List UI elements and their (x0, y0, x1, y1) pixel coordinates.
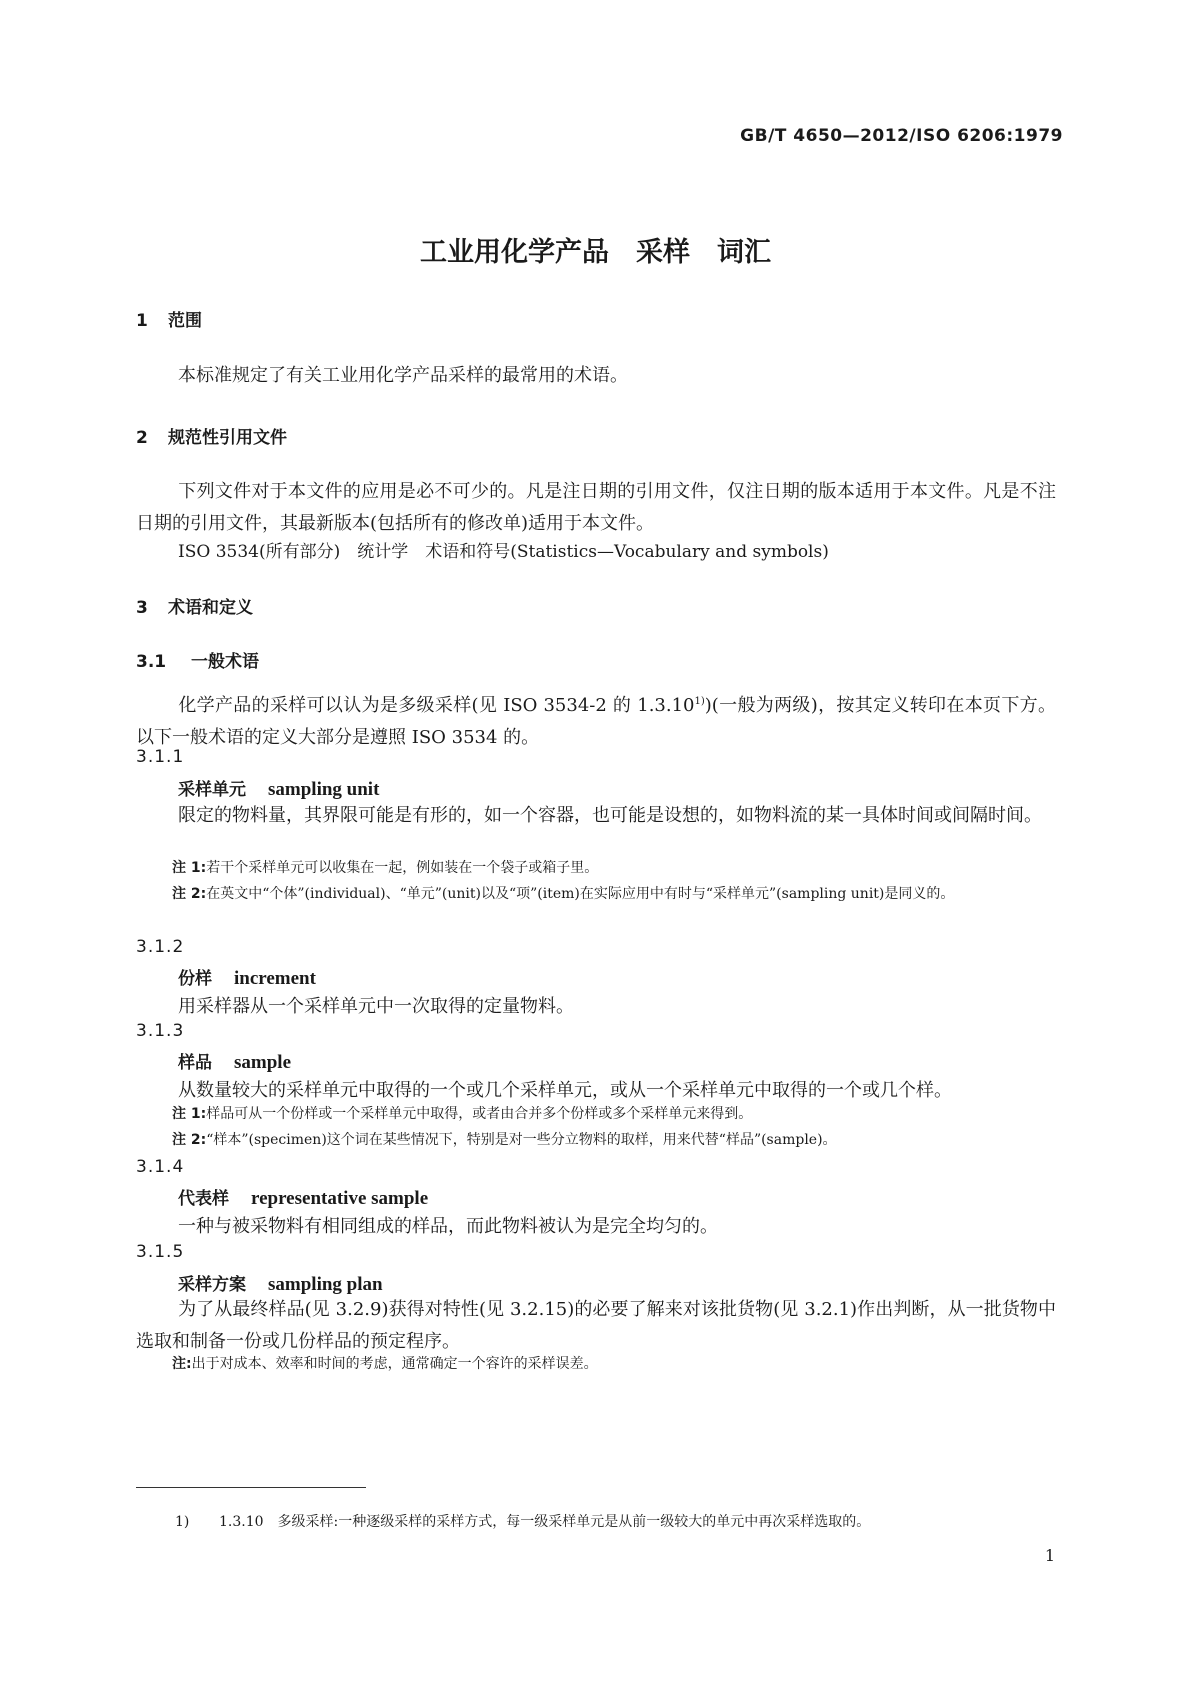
paragraph-text: )(一般为两级)，按其定义转印在本页下方。以下一般术语的定义大部分是遵照 ISO 3534 的。 (136, 695, 1056, 748)
term-number: 3.1.2 (136, 937, 185, 957)
note-label: 注 1: (172, 1106, 207, 1122)
definition-text: 限定的物料量，其界限可能是有形的，如一个容器，也可能是设想的，如物料流的某一具体时间或间隔时间。 (178, 805, 1042, 826)
term-en: sample (234, 1052, 291, 1073)
section-title: 范围 (168, 311, 202, 331)
paragraph-text: 化学产品的采样可以认为是多级采样(见 ISO 3534-2 的 1.3.10 (178, 695, 695, 716)
section-title: 术语和定义 (168, 598, 253, 618)
term-heading (178, 1048, 291, 1074)
term-definition: 一种与被采物料有相同组成的样品，而此物料被认为是完全均匀的。 (178, 1216, 718, 1237)
term-definition (136, 1294, 1056, 1358)
section-number: 1 (136, 311, 148, 331)
footnote-text: 1.3.10 多级采样:一种逐级采样的采样方式，每一级采样单元是从前一级较大的单元中再次采样选取的。 (219, 1514, 871, 1530)
footnote (175, 1511, 870, 1531)
paragraph-text: 本标准规定了有关工业用化学产品采样的最常用的术语。 (178, 365, 628, 386)
section-3-1-intro (136, 686, 1056, 754)
section-title: 规范性引用文件 (168, 428, 287, 448)
paragraph-text: 下列文件对于本文件的应用是必不可少的。凡是注日期的引用文件，仅注日期的版本适用于本文件。凡是不注日期的引用文件，其最新版本(包括所有的修改单)适用于本文件。 (136, 481, 1056, 534)
term-zh: 代表样 (178, 1189, 229, 1209)
term-heading (178, 1184, 428, 1210)
term-heading (178, 964, 316, 990)
term-zh: 样品 (178, 1053, 212, 1073)
term-en: sampling unit (268, 779, 380, 800)
page-number: 1 (1044, 1546, 1055, 1565)
section-2-heading (136, 423, 287, 448)
note-label: 注 2: (172, 1132, 207, 1148)
section-number: 2 (136, 428, 148, 448)
note-text: 样品可从一个份样或一个采样单元中取得，或者由合并多个份样或多个采样单元来得到。 (206, 1106, 753, 1122)
term-heading (178, 775, 379, 801)
section-number: 3 (136, 598, 148, 618)
term-definition: 从数量较大的采样单元中取得的一个或几个采样单元，或从一个采样单元中取得的一个或几个样。 (178, 1080, 952, 1101)
term-note (172, 856, 1058, 880)
section-2-body (136, 476, 1056, 540)
term-zh: 采样单元 (178, 780, 246, 800)
document-title: 工业用化学产品 采样 词汇 (420, 237, 771, 268)
section-3-heading (136, 593, 253, 618)
section-1-body (136, 360, 1056, 392)
note-label: 注 2: (172, 886, 207, 902)
term-en: sampling plan (268, 1274, 383, 1295)
section-3-1-heading (136, 647, 259, 672)
term-en: increment (234, 968, 316, 989)
term-definition (136, 800, 1056, 832)
term-number: 3.1.3 (136, 1021, 185, 1041)
footnote-ref[interactable]: 1) (694, 696, 705, 707)
term-number: 3.1.5 (136, 1242, 185, 1262)
term-note (172, 1128, 1058, 1152)
note-text: 若干个采样单元可以收集在一起，例如装在一个袋子或箱子里。 (206, 860, 599, 876)
section-1-heading (136, 306, 202, 331)
standard-number: GB/T 4650—2012/ISO 6206:1979 (740, 126, 1063, 146)
footnote-mark: 1) (175, 1514, 190, 1530)
note-label: 注 1: (172, 860, 207, 876)
section-title: 一般术语 (191, 652, 259, 672)
term-number: 3.1.4 (136, 1157, 185, 1177)
note-text: 出于对成本、效率和时间的考虑，通常确定一个容许的采样误差。 (191, 1356, 598, 1372)
definition-text: 为了从最终样品(见 3.2.9)获得对特性(见 3.2.15)的必要了解来对该批货物(见 3.2.1)作出判断，从一批货物中选取和制备一份或几份样品的预定程序。 (136, 1299, 1056, 1352)
term-note (172, 882, 1102, 906)
term-note (172, 1102, 1058, 1126)
term-en: representative sample (251, 1188, 429, 1209)
term-zh: 份样 (178, 969, 212, 989)
normative-reference: ISO 3534(所有部分) 统计学 术语和符号(Statistics—Vocabulary and symbols) (178, 542, 829, 562)
term-heading (178, 1270, 383, 1296)
footnote-rule (136, 1487, 366, 1488)
section-number: 3.1 (136, 652, 167, 672)
term-definition: 用采样器从一个采样单元中一次取得的定量物料。 (178, 996, 574, 1017)
term-note (172, 1352, 1058, 1376)
note-text: 在英文中“个体”(individual)、“单元”(unit)以及“项”(item)在实际应用中有时与“采样单元”(sampling unit)是同义的。 (206, 886, 955, 902)
note-text: “样本”(specimen)这个词在某些情况下，特别是对一些分立物料的取样，用来代替“样品”(sample)。 (206, 1132, 837, 1148)
note-label: 注: (172, 1356, 192, 1372)
term-number: 3.1.1 (136, 747, 185, 767)
term-zh: 采样方案 (178, 1275, 246, 1295)
